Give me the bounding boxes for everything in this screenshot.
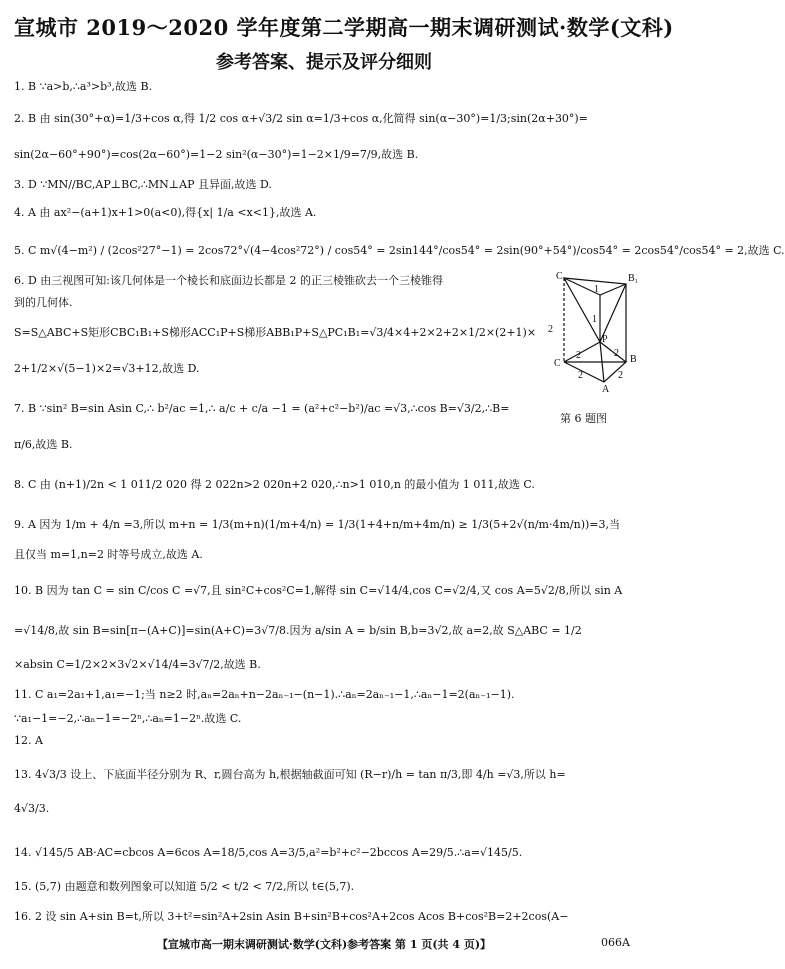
answer-line: =√14/8,故 sin B=sin[π−(A+C)]=sin(A+C)=3√7/8.因为 a/sin A = b/sin B,b=3√2,故 a=2,故 S△ABC = 1/2 bbox=[14, 624, 582, 637]
figure-label: 1 bbox=[594, 284, 599, 295]
answer-line: 且仅当 m=1,n=2 时等号成立,故选 A. bbox=[14, 548, 203, 561]
figure-label: 2 bbox=[548, 324, 553, 335]
answer-line: 13. 4√3/3 设上、下底面半径分别为 R、r,圆台高为 h,根据轴截面可知 (R−r)/h = tan π/3,即 4/h =√3,所以 h= bbox=[14, 768, 566, 781]
answer-line: 8. C 由 (n+1)/2n < 1 011/2 020 得 2 022n>2 020n+2 020,∴n>1 010,n 的最小值为 1 011,故选 C. bbox=[14, 478, 535, 491]
answer-line: sin(2α−60°+90°)=cos(2α−60°)=1−2 sin²(α−30°)=1−2×1/9=7/9,故选 B. bbox=[14, 148, 419, 161]
answer-line: 10. B 因为 tan C = sin C/cos C =√7,且 sin²C+cos²C=1,解得 sin C=√14/4,cos C=√2/4,又 cos A=5√2/8,所以 sin A bbox=[14, 584, 623, 597]
figure-label: C bbox=[554, 358, 561, 369]
answer-line: 9. A 因为 1/m + 4/n =3,所以 m+n = 1/3(m+n)(1/m+4/n) = 1/3(1+4+n/m+4m/n) ≥ 1/3(5+2√(n/m·4m/n))=3,当 bbox=[14, 518, 620, 531]
page-footer: 【宣城市高一期末调研测试·数学(文科)参考答案 第 1 页(共 4 页)】 bbox=[156, 938, 492, 951]
page-subtitle: 参考答案、提示及评分细则 bbox=[216, 52, 432, 73]
figure-caption: 第 6 题图 bbox=[560, 412, 607, 425]
answer-line: π/6,故选 B. bbox=[14, 438, 73, 451]
figure-label: 2 bbox=[578, 370, 583, 381]
answer-line: 到的几何体. bbox=[14, 296, 73, 309]
q6-geometry-figure bbox=[542, 270, 646, 420]
figure-label: B bbox=[630, 354, 637, 365]
answer-line: 11. C a₁=2a₁+1,a₁=−1;当 n≥2 时,aₙ=2aₙ+n−2aₙ₋₁−(n−1).∴aₙ=2aₙ₋₁−1,∴aₙ−1=2(aₙ₋₁−1). bbox=[14, 688, 515, 701]
answer-line: 3. D ∵MN//BC,AP⊥BC,∴MN⊥AP 且异面,故选 D. bbox=[14, 178, 272, 191]
answer-line: S=S△ABC+S矩形CBC₁B₁+S梯形ACC₁P+S梯形ABB₁P+S△PC₁B₁=√3/4×4+2×2+2×1/2×(2+1)× bbox=[14, 326, 537, 339]
figure-label: B₁ bbox=[628, 273, 639, 284]
figure-label: P bbox=[602, 334, 608, 345]
figure-label: A bbox=[602, 384, 610, 395]
page-title: 宣城市 2019～2020 学年度第二学期高一期末调研测试·数学(文科) bbox=[14, 15, 674, 40]
answer-line: 15. (5,7) 由题意和数列图象可以知道 5/2 < t/2 < 7/2,所以 t∈(5,7). bbox=[14, 880, 355, 893]
figure-label: C bbox=[556, 271, 563, 282]
answer-line: 2. B 由 sin(30°+α)=1/3+cos α,得 1/2 cos α+√3/2 sin α=1/3+cos α,化简得 sin(α−30°)=1/3;sin(2α+30°)= bbox=[14, 112, 588, 125]
figure-label: 1 bbox=[592, 314, 597, 325]
figure-label: 2 bbox=[614, 348, 619, 359]
answer-line: 1. B ∵a>b,∴a³>b³,故选 B. bbox=[14, 80, 153, 93]
figure-label: 2 bbox=[576, 350, 581, 361]
answer-line: 6. D 由三视图可知:该几何体是一个棱长和底面边长都是 2 的正三棱锥砍去一个三棱锥得 bbox=[14, 274, 444, 287]
answer-line: 12. A bbox=[14, 734, 43, 747]
answer-line: 4. A 由 ax²−(a+1)x+1>0(a<0),得{x| 1/a <x<1},故选 A. bbox=[14, 206, 317, 219]
answer-line: 7. B ∵sin² B=sin Asin C,∴ b²/ac =1,∴ a/c + c/a −1 = (a²+c²−b²)/ac =√3,∴cos B=√3/2,∴B= bbox=[14, 402, 510, 415]
answer-line: 16. 2 设 sin A+sin B=t,所以 3+t²=sin²A+2sin Asin B+sin²B+cos²A+2cos Acos B+cos²B=2+2cos(A− bbox=[14, 910, 569, 923]
answer-line: 2+1/2×√(5−1)×2=√3+12,故选 D. bbox=[14, 362, 200, 375]
answer-line: 14. √145/5 AB·AC=cbcos A=6cos A=18/5,cos A=3/5,a²=b²+c²−2bccos A=29/5.∴a=√145/5. bbox=[14, 846, 523, 859]
answer-line: 5. C m√(4−m²) / (2cos²27°−1) = 2cos72°√(4−4cos²72°) / cos54° = 2sin144°/cos54° = 2sin(90°+54°)/cos54° = 2cos54°/cos54° = 2,故选 C. bbox=[14, 244, 785, 257]
answer-line: ∵a₁−1=−2,∴aₙ−1=−2ⁿ,∴aₙ=1−2ⁿ.故选 C. bbox=[14, 712, 242, 725]
answer-line: ×absin C=1/2×2×3√2×√14/4=3√7/2,故选 B. bbox=[14, 658, 261, 671]
document-code: 066A bbox=[601, 936, 630, 949]
answer-line: 4√3/3. bbox=[14, 802, 50, 815]
figure-label: 2 bbox=[618, 370, 623, 381]
